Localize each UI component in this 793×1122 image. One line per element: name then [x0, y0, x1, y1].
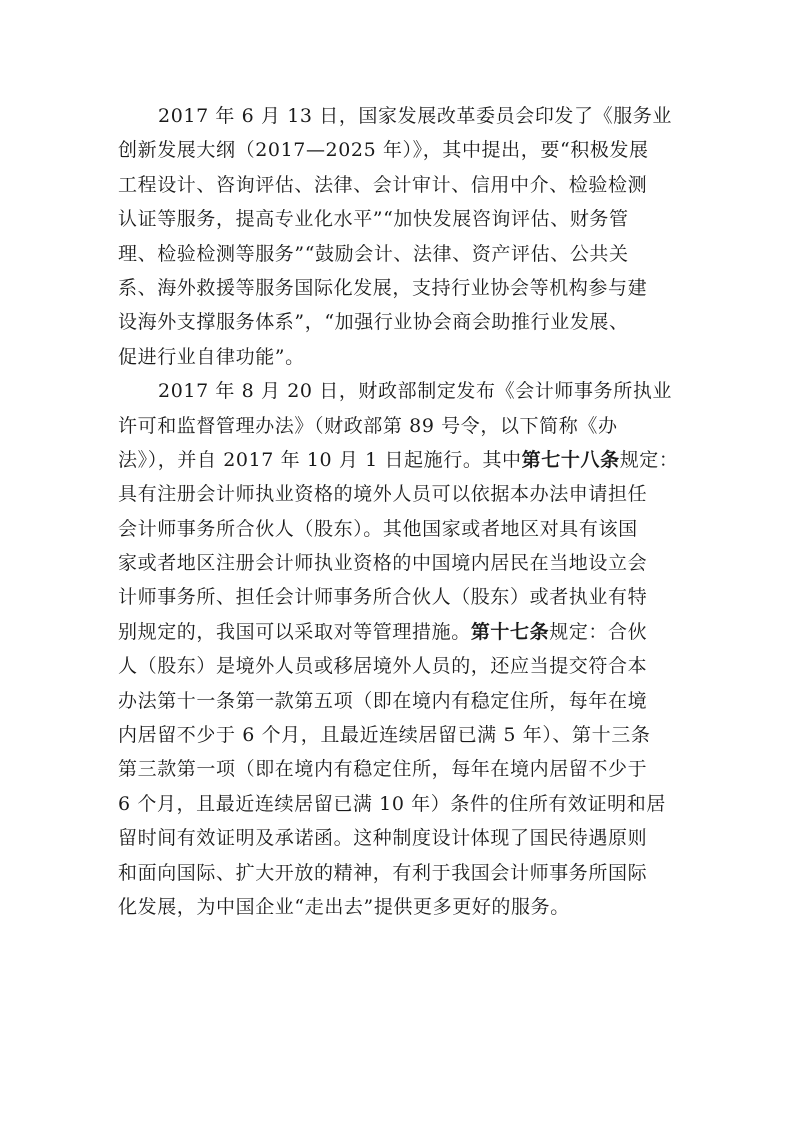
text-run: 6 个月，且最近连续居留已满 10 年）条件的住所有效证明和居 — [118, 792, 666, 815]
paragraph-1-line-6 — [118, 271, 683, 305]
text-run: 家或者地区注册会计师执业资格的中国境内居民在当地设立会 — [118, 552, 648, 575]
text-run: 工程设计、咨询评估、法律、会计审计、信用中介、检验检测 — [118, 173, 648, 196]
paragraph-2-line-5 — [118, 512, 683, 546]
text-run: 2017 年 6 月 13 日，国家发展改革委员会印发了《服务业 — [158, 105, 673, 127]
paragraph-2-line-8 — [118, 615, 683, 649]
text-run: 化发展，为中国企业“走出去”提供更多更好的服务。 — [118, 895, 570, 918]
paragraph-2-line-12 — [118, 752, 683, 786]
paragraph-2-line-4 — [118, 477, 683, 511]
paragraph-2-line-15 — [118, 856, 683, 890]
text-run: 2017 年 8 月 20 日，财政部制定发布《会计师事务所执业 — [158, 380, 673, 403]
paragraph-2-line-14 — [118, 821, 683, 855]
text-run: 促进行业自律功能”。 — [118, 345, 305, 368]
text-run: 计师事务所、担任会计师事务所合伙人（股东）或者执业有特 — [118, 586, 648, 609]
document-body — [118, 99, 683, 924]
text-run: 别规定的，我国可以采取对等管理措施。 — [118, 620, 471, 643]
paragraph-1-line-8 — [118, 340, 683, 374]
text-run: 和面向国际、扩大开放的精神，有利于我国会计师事务所国际 — [118, 861, 648, 884]
text-run: 法》），并自 2017 年 10 月 1 日起施行。其中 — [118, 448, 522, 471]
text-run: 许可和监督管理办法》（财政部第 89 号令，以下简称《办 — [118, 414, 618, 437]
paragraph-1-line-2 — [118, 133, 683, 167]
text-run: 办法第十一条第一款第五项（即在境内有稳定住所，每年在境 — [118, 689, 648, 712]
text-run: 认证等服务，提高专业化水平”“加快发展咨询评估、财务管 — [118, 208, 629, 231]
paragraph-2-line-2 — [118, 409, 683, 443]
text-run: 规定：合伙 — [549, 620, 648, 643]
paragraph-2-line-11 — [118, 718, 683, 752]
text-run: 创新发展大纲（2017—2025 年）》，其中提出，要“积极发展 — [118, 139, 649, 162]
paragraph-1-line-5 — [118, 237, 683, 271]
text-run: 系、海外救援等服务国际化发展，支持行业协会等机构参与建 — [118, 276, 648, 299]
article-78-emphasis: 第七十八条 — [521, 448, 620, 471]
paragraph-2-line-13 — [118, 787, 683, 821]
text-run: 设海外支撑服务体系”，“加强行业协会商会助推行业发展、 — [118, 311, 629, 334]
paragraph-2-line-3 — [118, 443, 683, 477]
text-run: 会计师事务所合伙人（股东）。其他国家或者地区对具有该国 — [118, 517, 638, 540]
text-run: 理、检验检测等服务”“鼓励会计、法律、资产评估、公共关 — [118, 242, 629, 265]
paragraph-1-line-1 — [118, 99, 683, 133]
paragraph-2-line-6 — [118, 546, 683, 580]
text-run: 第三款第一项（即在境内有稳定住所，每年在境内居留不少于 — [118, 758, 648, 781]
text-run: 人（股东）是境外人员或移居境外人员的，还应当提交符合本 — [118, 655, 648, 678]
paragraph-1-line-7 — [118, 305, 683, 339]
paragraph-2-line-10 — [118, 684, 683, 718]
text-run: 具有注册会计师执业资格的境外人员可以依据本办法申请担任 — [118, 483, 648, 506]
text-run: 内居留不少于 6 个月，且最近连续居留已满 5 年）、第十三条 — [118, 724, 651, 747]
paragraph-2-line-1 — [118, 374, 683, 408]
paragraph-1-line-4 — [118, 202, 683, 236]
paragraph-2-line-7 — [118, 580, 683, 614]
paragraph-1-line-3 — [118, 168, 683, 202]
paragraph-2-line-9 — [118, 649, 683, 683]
text-run: 留时间有效证明及承诺函。这种制度设计体现了国民待遇原则 — [118, 827, 648, 850]
article-17-emphasis: 第十七条 — [470, 620, 550, 643]
text-run: 规定： — [619, 448, 679, 471]
paragraph-2-line-16 — [118, 890, 683, 924]
